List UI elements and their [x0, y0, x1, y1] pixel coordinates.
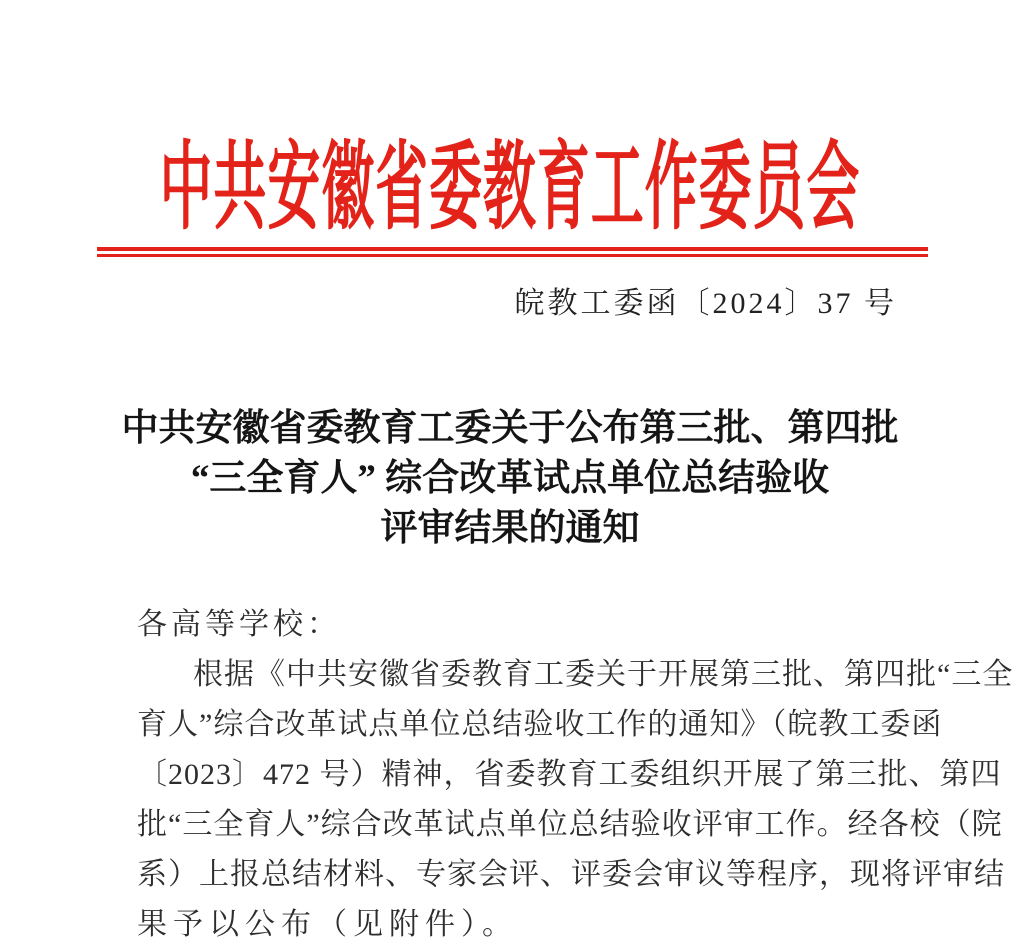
paragraph-line: 批“三全育人”综合改革试点单位总结验收评审工作。经各校（院 [137, 808, 1003, 841]
document-reference-number: 皖教工委函〔2024〕37 号 [514, 287, 897, 320]
letterhead-double-rule [97, 247, 928, 257]
paragraph-line: 系）上报总结材料、专家会评、评委会审议等程序，现将评审结 [137, 858, 1005, 891]
paragraph-line: 育人”综合改革试点单位总结验收工作的通知》（皖教工委函 [137, 708, 943, 741]
paragraph-line: 根据《中共安徽省委教育工委关于开展第三批、第四批“三全 [193, 658, 1014, 691]
document-title-line-2: “三全育人” 综合改革试点单位总结验收 [190, 458, 830, 499]
salutation: 各高等学校： [137, 608, 341, 641]
document-title-line-3: 评审结果的通知 [380, 508, 640, 549]
document-title [60, 404, 960, 554]
document-title-line-1: 中共安徽省委教育工委关于公布第三批、第四批 [121, 408, 899, 449]
letterhead-org-name: 中共安徽省委教育工作委员会 [159, 134, 861, 241]
document-body [137, 600, 1014, 949]
paragraph-line: 〔2023〕472 号）精神，省委教育工委组织开展了第三批、第四 [137, 758, 1002, 791]
paragraph-line: 果予以公布（见附件）。 [137, 908, 518, 941]
